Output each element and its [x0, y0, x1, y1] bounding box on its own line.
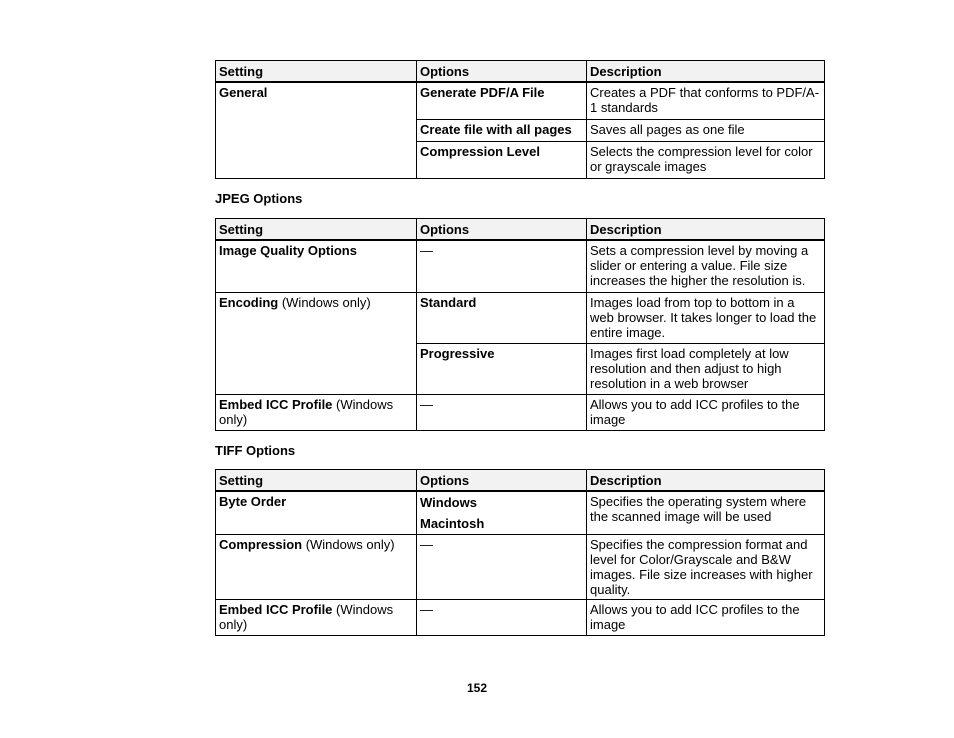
description-cell: Specifies the operating system where the scanned image will be used [587, 491, 825, 535]
tiff-options-table [215, 469, 825, 636]
header-setting: Setting [216, 61, 417, 83]
setting-cell [216, 491, 417, 535]
option-cell: Create file with all pages [417, 119, 587, 141]
setting-label: Image Quality Options [219, 243, 357, 258]
setting-note: (Windows only) [278, 294, 371, 310]
table-row [216, 600, 825, 636]
table-row [216, 82, 825, 119]
header-options: Options [417, 219, 587, 241]
table-row [216, 240, 825, 292]
option-cell: — [417, 394, 587, 430]
header-description: Description [587, 219, 825, 241]
setting-label: Embed ICC Profile [219, 602, 333, 617]
jpeg-options-table [215, 218, 825, 431]
setting-note: (Windows only) [219, 396, 394, 427]
description-cell: Images load from top to bottom in a web browser. It takes longer to load the entire image. [587, 292, 825, 343]
header-description: Description [587, 470, 825, 492]
header-options: Options [417, 61, 587, 83]
table-row [216, 394, 825, 430]
description-cell: Saves all pages as one file [587, 119, 825, 141]
description-cell: Selects the compression level for color or grayscale images [587, 141, 825, 178]
option-cell: Compression Level [417, 141, 587, 178]
header-setting: Setting [216, 470, 417, 492]
description-cell: Images first load completely at low resolution and then adjust to high resolution in a web browser [587, 343, 825, 394]
setting-cell [216, 292, 417, 394]
header-setting: Setting [216, 219, 417, 241]
table-row [216, 491, 825, 535]
table-header-row [216, 470, 825, 492]
description-cell: Allows you to add ICC profiles to the image [587, 394, 825, 430]
description-cell: Allows you to add ICC profiles to the image [587, 600, 825, 636]
header-options: Options [417, 470, 587, 492]
setting-cell [216, 240, 417, 292]
jpeg-options-heading: JPEG Options [215, 191, 303, 206]
tiff-options-heading: TIFF Options [215, 443, 296, 458]
setting-cell [216, 535, 417, 600]
option-cell: — [417, 600, 587, 636]
header-description: Description [587, 61, 825, 83]
setting-note: (Windows only) [302, 537, 395, 552]
option-windows: Windows [420, 495, 477, 510]
option-cell: Generate PDF/A File [417, 82, 587, 119]
setting-label: Byte Order [219, 494, 287, 509]
description-cell: Creates a PDF that conforms to PDF/A-1 standards [587, 82, 825, 119]
setting-label: Embed ICC Profile [219, 396, 333, 412]
setting-cell [216, 600, 417, 636]
setting-cell [216, 82, 417, 178]
description-cell: Specifies the compression format and level for Color/Grayscale and B&W images. File size increases with higher quality. [587, 535, 825, 600]
option-cell: Standard [417, 292, 587, 343]
option-cell [417, 491, 587, 535]
table-header-row [216, 219, 825, 241]
setting-label: General [219, 85, 268, 100]
setting-label: Encoding [219, 294, 279, 310]
setting-cell [216, 394, 417, 430]
option-cell: — [417, 535, 587, 600]
setting-label: Compression [219, 537, 303, 552]
description-cell: Sets a compression level by moving a slider or entering a value. File size increases the higher the resolution is. [587, 240, 825, 292]
option-cell: Progressive [417, 343, 587, 394]
general-options-table [215, 60, 825, 179]
option-macintosh: Macintosh [420, 516, 485, 531]
table-row [216, 292, 825, 343]
setting-note: (Windows only) [219, 602, 394, 632]
option-cell: — [417, 240, 587, 292]
page-number: 152 [466, 681, 488, 695]
table-row [216, 535, 825, 600]
table-header-row [216, 61, 825, 83]
